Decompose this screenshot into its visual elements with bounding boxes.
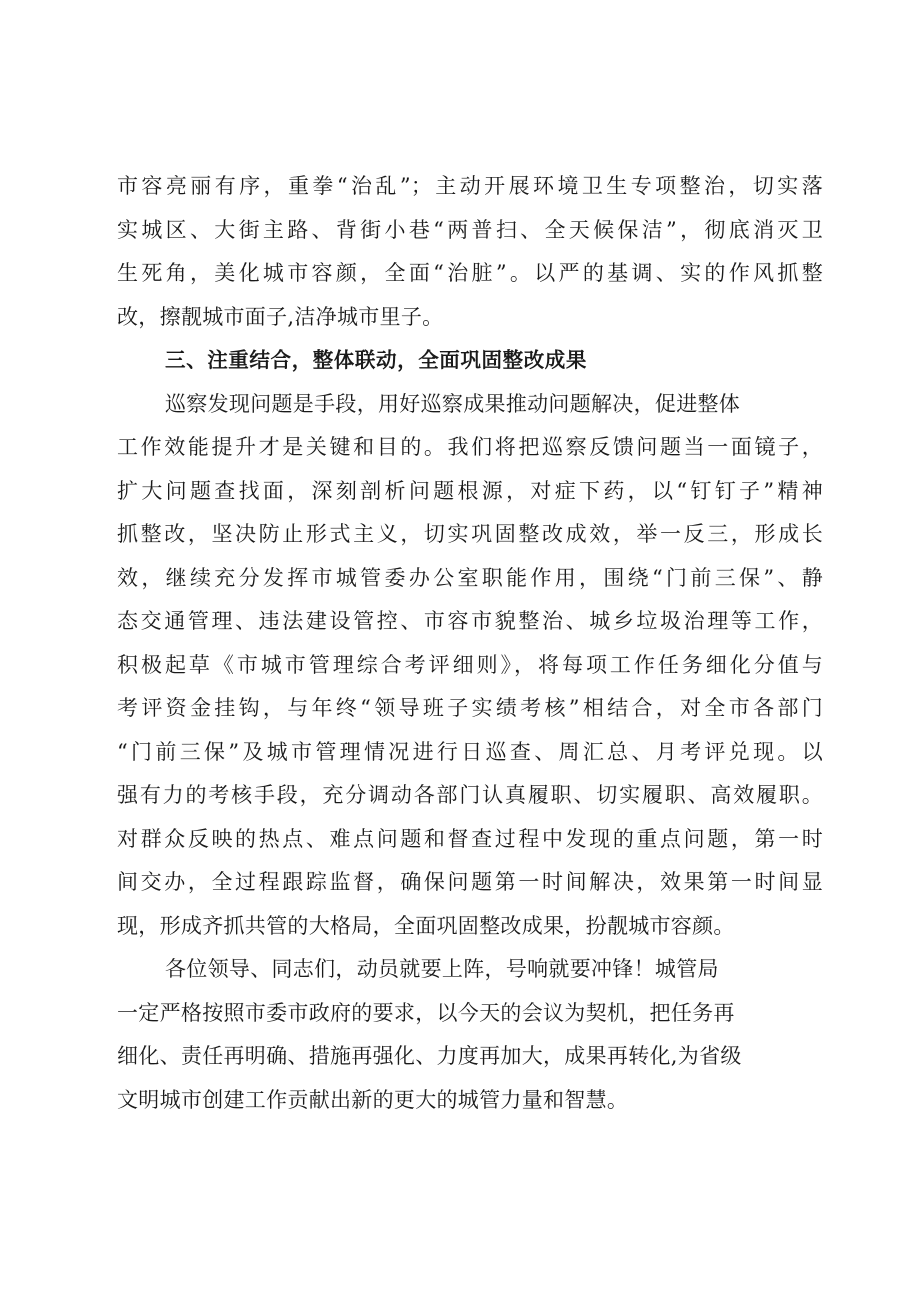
text-line: 一定严格按照市委市政府的要求，以今天的会议为契机，把任务再 (117, 1000, 735, 1025)
text-line: 文明城市创建工作贡献出新的更大的城管力量和智慧。 (117, 1087, 629, 1112)
text-line: 效，继续充分发挥市城管委办公室职能作用，围绕“门前三保”、静 (117, 565, 823, 590)
text-line: 现，形成齐抓共管的大格局，全面巩固整改成果，扮靓城市容颜。 (117, 913, 735, 938)
section-heading: 三、注重结合，整体联动，全面巩固整改成果 (165, 348, 587, 372)
text-line: 各位领导、同志们，动员就要上阵，号响就要冲锋！城管局 (165, 957, 719, 981)
text-line: 巡察发现问题是手段，用好巡察成果推动问题解决，促进整体 (165, 391, 741, 416)
document-body (117, 165, 823, 1122)
text-line: 对群众反映的热点、难点问题和督查过程中发现的重点问题，第一时 (117, 826, 823, 851)
text-line: 实城区、大街主路、背街小巷“两普扫、全天候保洁”，彻底消灭卫 (117, 217, 823, 242)
text-line: 生死角，美化城市容颜，全面“治脏”。以严的基调、实的作风抓整 (117, 261, 823, 285)
text-line: 工作效能提升才是关键和目的。我们将把巡察反馈问题当一面镜子， (117, 435, 823, 459)
text-line: 抓整改，坚决防止形式主义，切实巩固整改成效，举一反三，形成长 (117, 522, 823, 546)
text-line: 考评资金挂钩，与年终“领导班子实绩考核”相结合，对全市各部门 (117, 696, 823, 720)
text-line: 积极起草《市城市管理综合考评细则》，将每项工作任务细化分值与 (117, 652, 823, 677)
text-line: 扩大问题查找面，深刻剖析问题根源，对症下药，以“钉钉子”精神 (117, 478, 823, 503)
paragraph-closing (117, 948, 823, 1122)
text-line: 改，擦靓城市面子,洁净城市里子。 (117, 304, 444, 329)
paragraph-rectification (117, 383, 823, 949)
text-line: 细化、责任再明确、措施再强化、力度再加大，成果再转化,为省级 (117, 1044, 742, 1068)
text-line: 态交通管理、违法建设管控、市容市貌整治、城乡垃圾治理等工作， (117, 609, 823, 633)
text-line: 市容亮丽有序，重拳“治乱”；主动开展环境卫生专项整治，切实落 (117, 174, 823, 198)
text-line: 间交办，全过程跟踪监督，确保问题第一时间解决，效果第一时间显 (117, 870, 823, 894)
paragraph-city-appearance (117, 165, 823, 339)
text-line: “门前三保”及城市管理情况进行日巡查、周汇总、月考评兑现。以 (117, 739, 823, 764)
text-line: 强有力的考核手段，充分调动各部门认真履职、切实履职、高效履职。 (117, 783, 823, 807)
